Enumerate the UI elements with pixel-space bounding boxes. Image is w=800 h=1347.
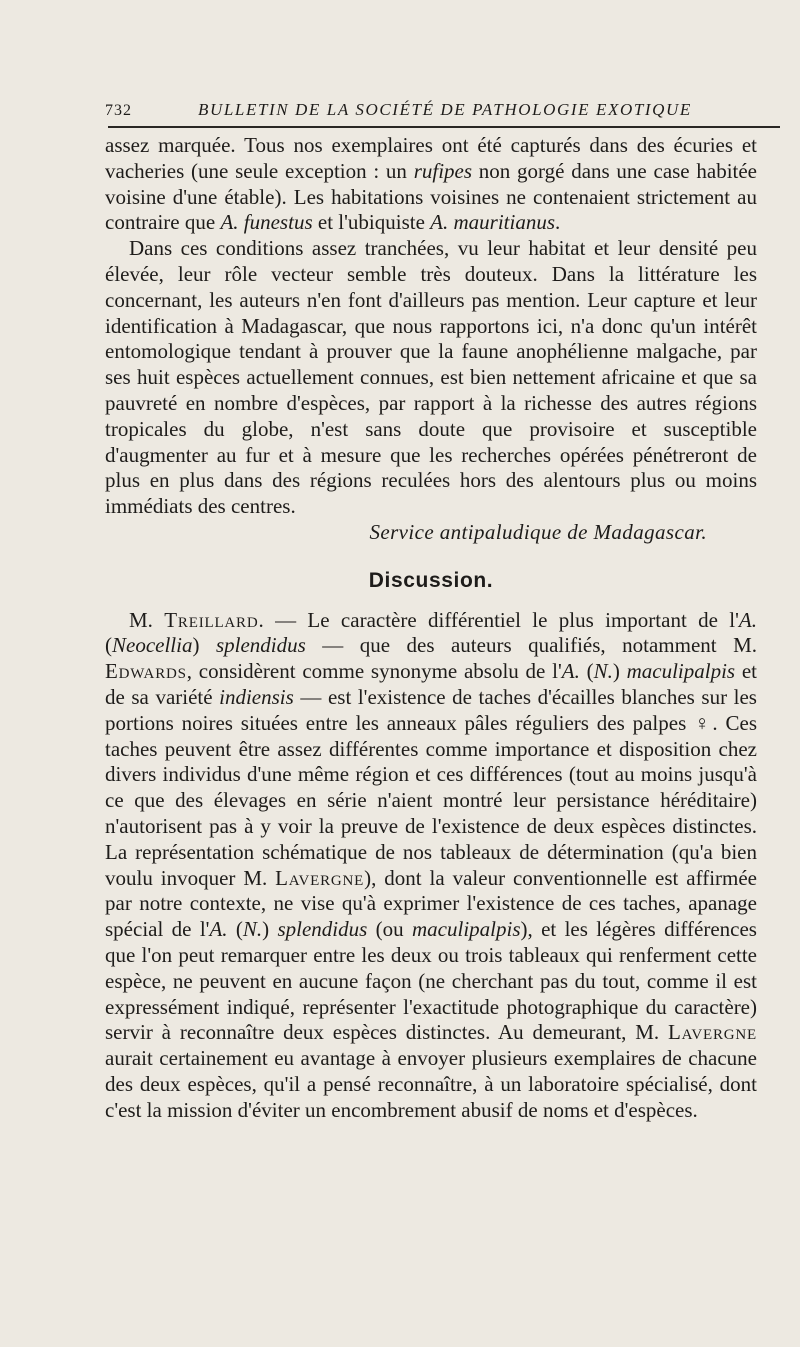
discussion-heading: Discussion. — [368, 568, 494, 592]
speaker-name: Treillard — [164, 607, 259, 632]
discussion-section — [105, 608, 757, 1124]
disc-italic: A. — [738, 607, 757, 632]
disc-text: , considèrent comme synonyme absolu de l' — [186, 659, 562, 684]
author-name: Lavergne — [668, 1020, 757, 1045]
disc-text: — que des auteurs qualifiés, notamment M. — [305, 633, 757, 658]
disc-italic: N. — [242, 917, 263, 942]
disc-text: et de sa variété — [105, 659, 758, 709]
disc-text: ( — [579, 659, 594, 684]
para1-text-3: et l'ubiquiste — [312, 210, 431, 235]
disc-text: aurait certainement eu avantage à envoyer plusieurs exemplaires de chacune des deux espèces, qu'il a pensé reconnaître, à un laboratoire spécialisé, dont c'est la mission d'éviter un encombrement abusif de noms et d'espèces. — [105, 1046, 757, 1122]
disc-text: ) — [612, 659, 627, 684]
disc-text: . — Le caractère différentiel le plus important de l' — [258, 607, 739, 632]
paragraph-continuation — [105, 133, 757, 520]
species-mauritianus: A. mauritianus — [430, 210, 555, 235]
paragraph-2: Dans ces conditions assez tranchées, vu leur habitat et leur densité peu élevée, leur rôle vecteur semble très douteux. Dans la littérature les concernant, les auteurs n'en font d'ailleurs pas mention. Leur capture et leur identification à Madagascar, que nous rapportons ici, n'a donc qu'un intérêt entomologique tendant à prouver que la faune anophélienne malgache, par ses huit espèces actuellement connues, est bien nettement africaine et que sa pauvreté en nombre d'espèces, par rapport à la richesse des autres régions tropicales du globe, n'est sans doute que provisoire et susceptible d'augmenter au fur et à mesure que les recherches opérées pénétreront de plus en plus dans des régions reculées hors des alentours plus ou moins immédiats des centres. — [105, 236, 757, 519]
disc-italic: maculipalpis — [626, 659, 736, 684]
disc-italic: Neocellia — [112, 633, 193, 658]
author-name: Edwards — [105, 659, 187, 684]
page-number: 732 — [105, 102, 132, 119]
disc-text: ), et les légères différences que l'on peut remarquer entre les deux ou trois tableaux qui renferment cette espèce, ne peuvent en aucune façon (ne cherchant pas du tout, comme il est expressément indiqué, représenter l'exactitude photographique du caractère) servir à reconnaître deux espèces distinctes. Au demeurant, M. — [105, 917, 757, 1045]
disc-italic: A. — [209, 917, 228, 942]
disc-text: ) — [192, 633, 216, 658]
running-head: BULLETIN DE LA SOCIÉTÉ DE PATHOLOGIE EXOTIQUE — [198, 100, 692, 119]
paragraph-1-text — [105, 133, 757, 236]
header-rule — [108, 126, 780, 128]
disc-text: M. — [129, 607, 153, 632]
page-header — [105, 92, 775, 122]
disc-text: — est l'existence de taches d'écailles blanches sur les portions noires situées entre les anneaux pâles réguliers des palpes ♀. Ces taches peuvent être assez différentes comme importance et disposition chez divers individus d'une même région et ces différences (tout au moins jusqu'à ce que des élevages en série n'aient montré leur persistance héréditaire) n'autorisent pas à y voir la preuve de l'existence de deux espèces distinctes. La représentation schématique de nos tableaux de détermination (qu'a bien voulu invoquer M. — [105, 684, 757, 890]
disc-italic: N. — [593, 659, 613, 684]
para1-text-2: non gorgé dans une case habitée voisine d'une étable). Les habitations voisines ne contenaient strictement au contraire que — [105, 158, 758, 235]
disc-text: ) — [262, 917, 278, 942]
article-body — [105, 133, 757, 1123]
para1-text-1: assez marquée. Tous nos exemplaires ont été capturés dans des écuries et vacheries (une seule exception : un — [105, 133, 757, 183]
author-name: Lavergne — [275, 865, 365, 890]
disc-text: ( — [227, 917, 243, 942]
disc-italic: splendidus — [277, 917, 368, 942]
para1-text-4: . — [555, 210, 561, 235]
disc-text: (ou — [367, 917, 412, 942]
disc-text: ), dont la valeur conventionnelle est affirmée par notre contexte, ne vise qu'à exprimer l'existence de ces taches, apanage spécial de l' — [105, 865, 757, 942]
discussion-paragraph — [105, 608, 757, 1124]
disc-italic: A. — [561, 659, 580, 684]
author-affiliation: Service antipaludique de Madagascar. — [369, 519, 707, 544]
disc-italic: splendidus — [215, 633, 306, 658]
species-rufipes: rufipes — [413, 158, 473, 183]
disc-italic: indiensis — [219, 684, 294, 709]
disc-italic: maculipalpis — [412, 917, 521, 942]
species-funestus: A. funestus — [220, 210, 313, 235]
disc-text: ( — [105, 633, 112, 658]
